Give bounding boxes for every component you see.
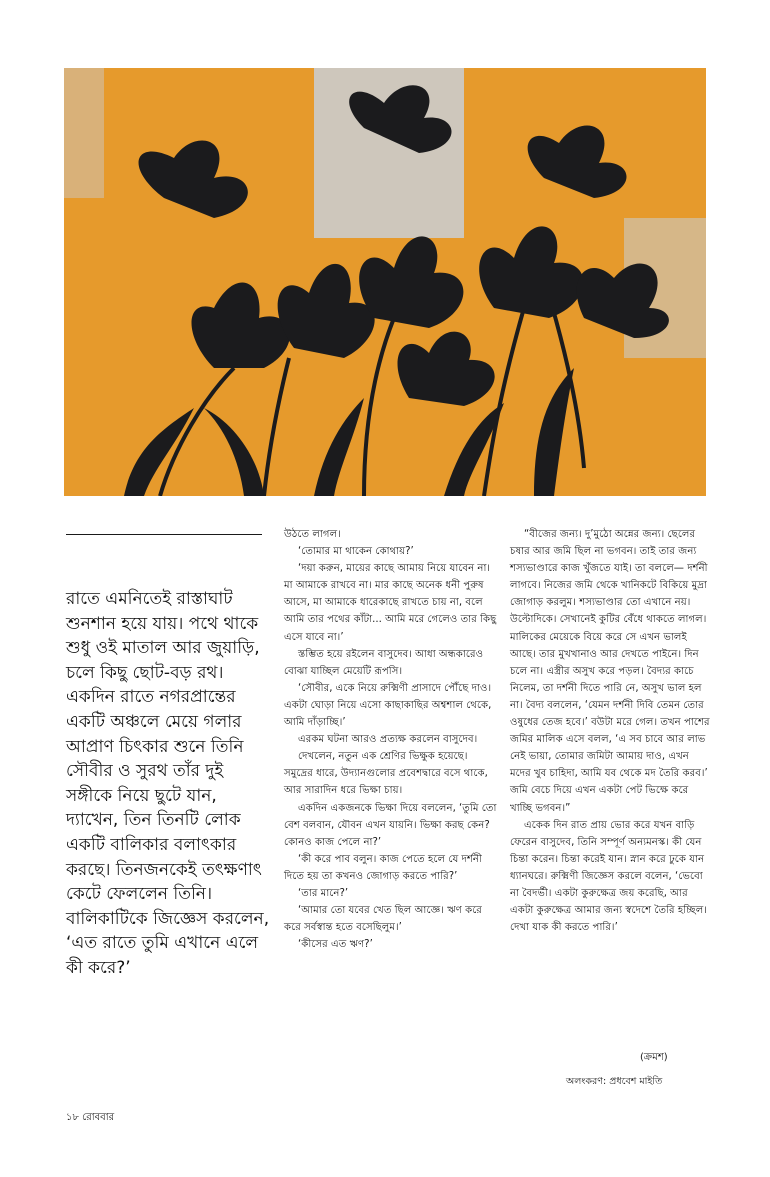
- body-paragraph: দেখলেন, নতুন এক শ্রেণির ভিক্ষুক হয়েছে। সমুদ্রের ধারে, উদ্যানগুলোর প্রবেশদ্বারে বসে থাকে, আর সারাদিন ধরে ভিক্ষা চায়।: [284, 751, 488, 797]
- illustration-credit: অলংকরণ: প্রধবেশ মাইতি: [566, 1076, 663, 1087]
- body-paragraph: ‘সৌবীর, একে নিয়ে রুক্মিণী প্রাসাদে পৌঁছে দাও। একটা ঘোড়া নিয়ে এসো কাছাকাছির অশ্বশাল থেকে, আমি দাঁড়াচ্ছি।’: [284, 682, 492, 729]
- illustration-light-patch: [64, 68, 104, 198]
- body-paragraph: এরকম ঘটনা আরও প্রত্যক্ষ করলেন বাসুদেব।: [298, 734, 478, 746]
- body-paragraph: “বীজের জন্য। দু’মুঠো অন্নের জন্য। ছেলের চষার আর জমি ছিল না ভগবন। তাই তার জন্য শস্যভাণ্ডারে কাজ খুঁজতে যাই। তা বললে— দর্শনী লাগবে। নিজের জমি থেকে খানিকটে বিকিয়ে মুদ্রা জোগাড় করলুম। শস্যভাণ্ডার তো এখানে নয়। উল্টোদিকে। সেখানেই কুটির বেঁধে থাকতে লাগল। মালিকের মেয়েকে বিয়ে করে সে এখন ভালই আছে। তার মুখখানাও আর দেখতে পাইনে। দিন চলে না। এস্ত্রীর অসুখ করে পড়ল। বৈদ্যর কাচে নিলেম, তা দর্শনী দিতে পারি নে, অসুখ ভাল হল না। বৈদ্য বললেন, ‘যেমন দর্শনী দিবি তেমন তোর ওষুধের তেজ হবে।’ বউটা মরে গেল। তখন পাশের জমির মালিক এসে বলল, ‘এ সব চাবে আর লাভ নেই ভায়া, তোমার জমিটা আমায় দাও, এখন মদের খুব চাহিদা, আমি যব থেকে মদ তৈরি করব।’ জমি বেচে দিয়ে এখন একটা পেট ভিক্ষে করে খাচ্ছি ভগবন।”: [510, 529, 710, 814]
- body-paragraph: উঠতে লাগল।: [284, 529, 341, 540]
- body-paragraph: ‘কী করে পাব বলুন। কাজ পেতে হলে যে দর্শনী দিতে হয় তা কখনও জোগাড় করতে পারি?’: [284, 853, 482, 882]
- body-paragraph: ‘আমার তো যবের খেত ছিল আজ্ঞে। ঋণ করে করে সর্বস্বান্ত হতে বসেছিলুম।’: [284, 905, 482, 934]
- text-column-right: [510, 526, 710, 936]
- body-paragraph: একেক দিন রাত প্রায় ভোর করে যখন বাড়ি ফেরেন বাসুদেব, তিনি সম্পূর্ণ অন্যমনস্ক। কী যেন চিন্তা করেন। চিন্তা করেই যান। স্নান করে ঢুকে যান ধ্যানঘরে। রুক্মিণী জিজ্ঞেস করলে বলেন, ‘ভেবো না বৈদর্ভী। একটা কুরুক্ষেত্র জয় করেছি, আর একটা কুরুক্ষেত্র আমার জন্য স্বদেশে তৈরি হচ্ছিল। দেখা যাক কী করতে পারি।’: [510, 819, 708, 934]
- illustration-canvas: [64, 68, 706, 496]
- column-divider-rule: [66, 534, 262, 535]
- text-column-middle: [284, 526, 498, 953]
- body-paragraph: ‘তোমার মা থাকেন কোথায়?’: [298, 546, 414, 558]
- lead-paragraph: রাতে এমনিতেই রাস্তাঘাট শুনশান হয়ে যায়। পথে থাকে শুধু ওই মাতাল আর জুয়াড়ি, চলে কিছু ছোট-বড় রথ। একদিন রাতে নগরপ্রান্তের একটি অঞ্চলে মেয়ে গলার আপ্রাণ চিৎকার শুনে তিনি সৌবীর ও সুরথ তাঁর দুই সঙ্গীকে নিয়ে ছুটে যান, দ্যাখেন, তিন তিনটি লোক একটি বালিকার বলাৎকার করছে। তিনজনকেই তৎক্ষণাৎ কেটে ফেললেন তিনি। বালিকাটিকে জিজ্ঞেস করলেন, ‘এত রাতে তুমি এখানে এলে কী করে?’: [66, 589, 270, 978]
- illustration-light-patch: [314, 68, 464, 238]
- page-folio: ১৮ রোববার: [66, 1112, 115, 1123]
- illustration-butterflies-flowers: [64, 68, 706, 496]
- body-paragraph: একদিন একজনকে ভিক্ষা দিয়ে বললেন, ‘তুমি তো বেশ বলবান, যৌবন এখন যায়নি। ভিক্ষা করছ কেন? কোনও কাজ পেলে না?’: [284, 802, 497, 848]
- body-paragraph: ‘তার মানে?’: [298, 887, 349, 899]
- body-paragraph: ‘কীসের এত ঋণ?’: [298, 939, 373, 951]
- continued-label: (ক্রমশ): [640, 1052, 668, 1063]
- body-paragraph: স্তম্ভিত হয়ে রইলেন বাসুদেব। আধা অন্ধকারেও বোঝা যাচ্ছিল মেয়েটি রূপসি।: [284, 648, 484, 677]
- body-paragraph: ‘দয়া করুন, মায়ের কাছে আমায় নিয়ে যাবেন না। মা আমাকে রাখবে না। মার কাছে অনেক ধনী পুরুষ আসে, মা আমাকে ধারেকাছে রাখতে চায় না, বলে আমি তার পথের কাঁটা... আমি মরে গেলেও তার কিছু এসে যাবে না।’: [284, 563, 497, 643]
